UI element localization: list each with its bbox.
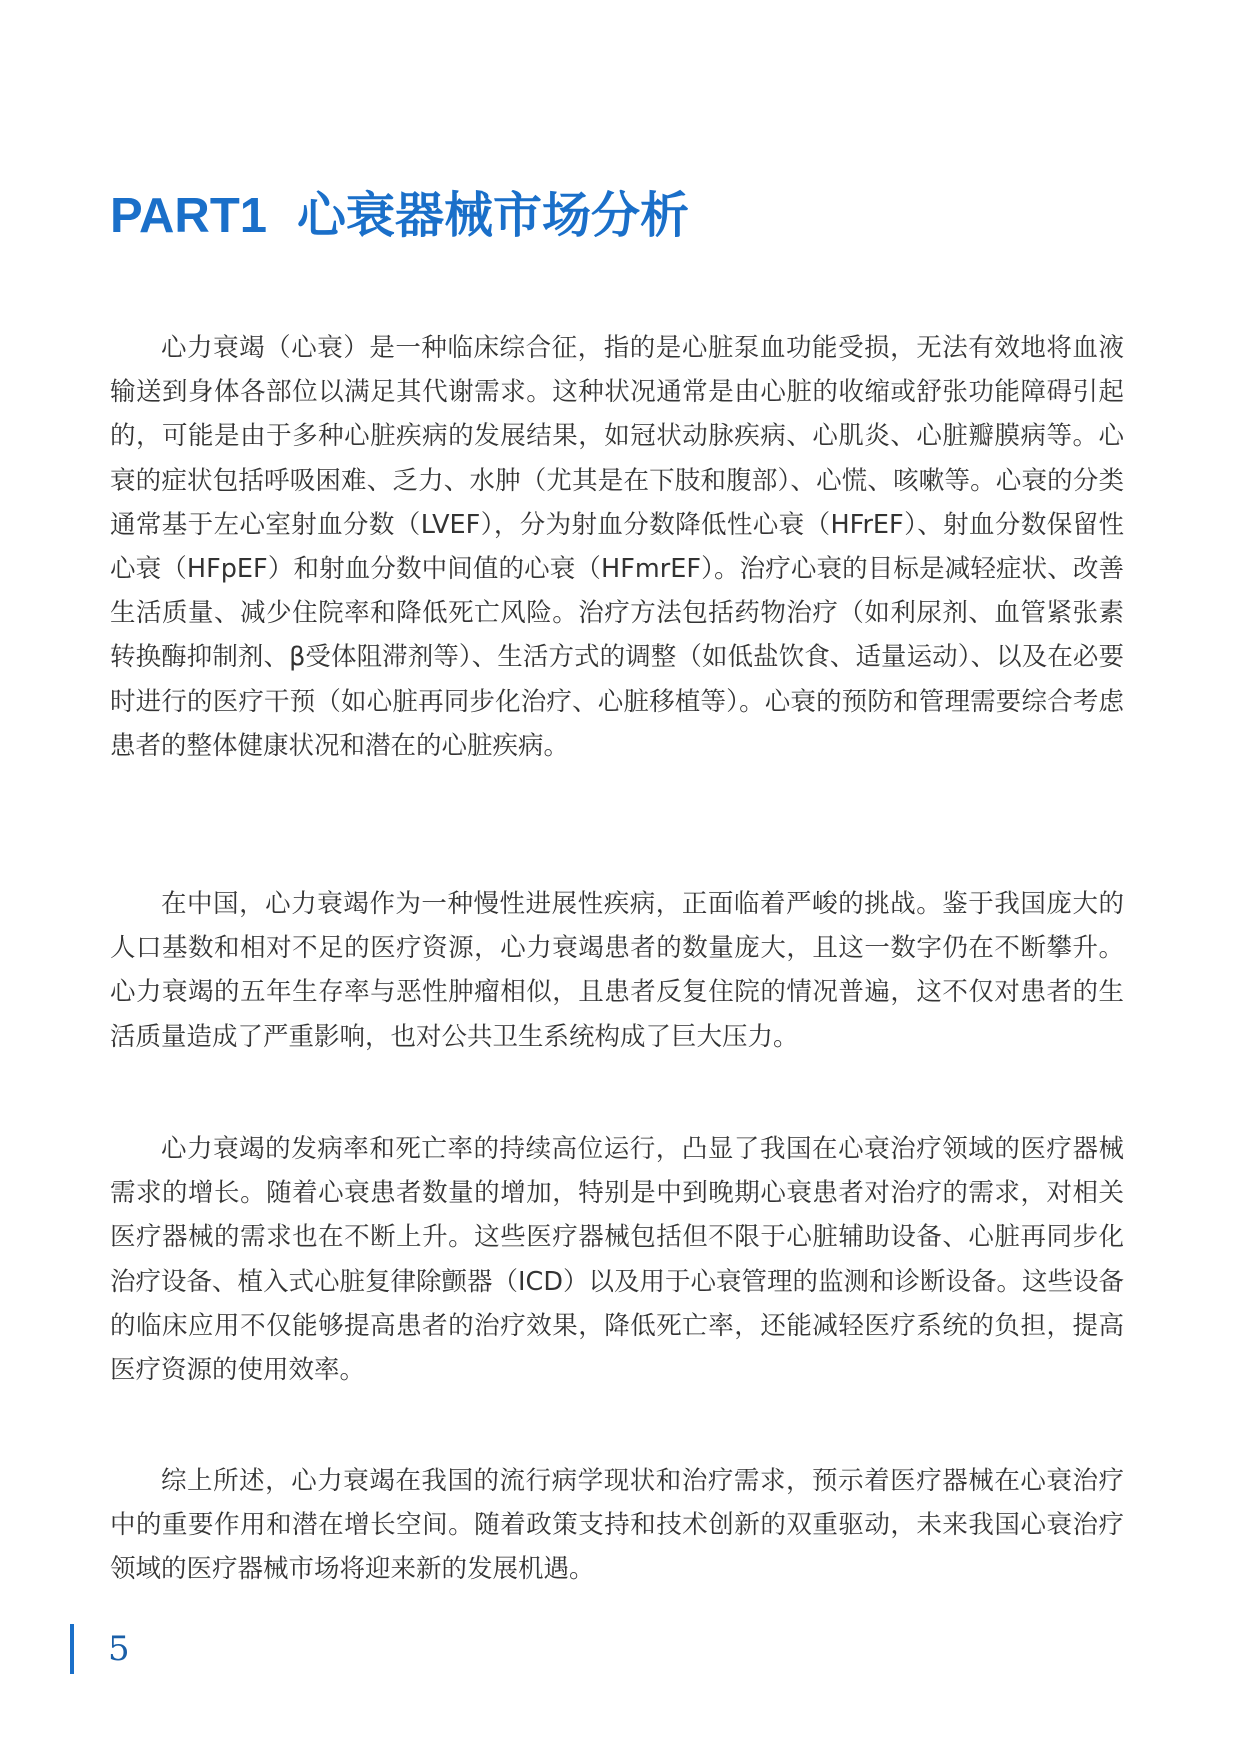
paragraph-definition: 心力衰竭（心衰）是一种临床综合征，指的是心脏泵血功能受损，无法有效地将血液输送到身体各部位以满足其代谢需求。这种状况通常是由心脏的收缩或舒张功能障碍引起的，可能是由于多种心脏疾病的发展结果，如冠状动脉疾病、心肌炎、心脏瓣膜病等。心衰的症状包括呼吸困难、乏力、水肿（尤其是在下肢和腹部）、心慌、咳嗽等。心衰的分类通常基于左心室射血分数（LVEF），分为射血分数降低性心衰（HFrEF）、射血分数保留性心衰（HFpEF）和射血分数中间值的心衰（HFmrEF）。治疗心衰的目标是减轻症状、改善生活质量、减少住院率和降低死亡风险。治疗方法包括药物治疗（如利尿剂、血管紧张素转换酶抑制剂、β受体阻滞剂等）、生活方式的调整（如低盐饮食、适量运动）、以及在必要时进行的医疗干预（如心脏再同步化治疗、心脏移植等）。心衰的预防和管理需要综合考虑患者的整体健康状况和潜在的心脏疾病。 xyxy=(110,333,1124,761)
paragraph-summary: 综上所述，心力衰竭在我国的流行病学现状和治疗需求，预示着医疗器械在心衰治疗中的重要作用和潜在增长空间。随着政策支持和技术创新的双重驱动，未来我国心衰治疗领域的医疗器械市场将迎来新的发展机遇。 xyxy=(110,1466,1124,1585)
title-part-label: PART1 xyxy=(110,189,268,243)
page-number: 5 xyxy=(108,1629,130,1669)
footer-accent-bar xyxy=(70,1624,74,1674)
title-text: 心衰器械市场分析 xyxy=(297,189,690,243)
paragraph-device-demand: 心力衰竭的发病率和死亡率的持续高位运行，凸显了我国在心衰治疗领域的医疗器械需求的增长。随着心衰患者数量的增加，特别是中到晚期心衰患者对治疗的需求，对相关医疗器械的需求也在不断上升。这些医疗器械包括但不限于心脏辅助设备、心脏再同步化治疗设备、植入式心脏复律除颤器（ICD）以及用于心衰管理的监测和诊断设备。这些设备的临床应用不仅能够提高患者的治疗效果，降低死亡率，还能减轻医疗系统的负担，提高医疗资源的使用效率。 xyxy=(110,1134,1124,1386)
paragraph-china-situation: 在中国，心力衰竭作为一种慢性进展性疾病，正面临着严峻的挑战。鉴于我国庞大的人口基数和相对不足的医疗资源，心力衰竭患者的数量庞大，且这一数字仍在不断攀升。心力衰竭的五年生存率与恶性肿瘤相似，且患者反复住院的情况普遍，这不仅对患者的生活质量造成了严重影响，也对公共卫生系统构成了巨大压力。 xyxy=(110,889,1124,1052)
page-title xyxy=(110,186,689,246)
